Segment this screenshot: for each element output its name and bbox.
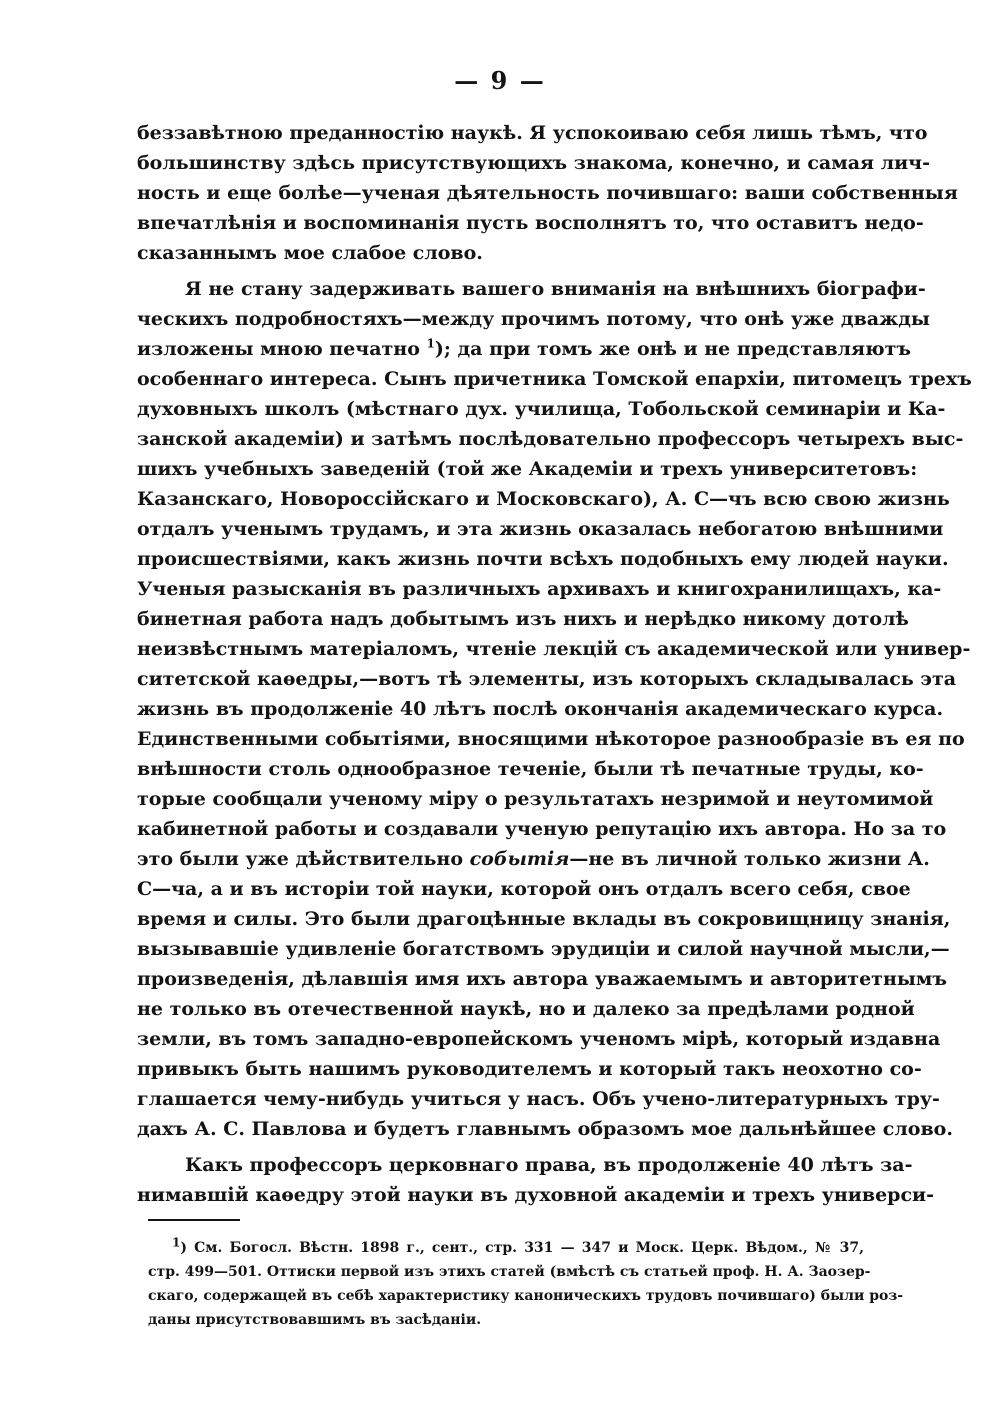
main-text xyxy=(137,118,972,1210)
text-segment: изложены мною печатно xyxy=(137,338,427,360)
footnote-line: стр. 499—501. Оттиски первой изъ этихъ статей (вмѣстѣ съ статьей проф. Н. А. Заозер- xyxy=(148,1264,871,1280)
footnote-divider xyxy=(148,1219,240,1221)
text-line: жизнь въ продолженіе 40 лѣтъ послѣ окончанія академическаго курса. xyxy=(137,698,944,720)
paragraph-start-line: Какъ профессоръ церковнаго права, въ продолженіе 40 лѣтъ за- xyxy=(185,1154,913,1176)
text-line: Казанскаго, Новороссійскаго и Московскаго), А. С—чъ всю свою жизнь xyxy=(137,488,950,510)
text-line: ческихъ подробностяхъ—между прочимъ потому, что онѣ уже дважды xyxy=(137,308,930,330)
text-line: особеннаго интереса. Сынъ причетника Томской епархіи, питомецъ трехъ xyxy=(137,368,972,390)
text-line: Единственными событіями, вносящими нѣкоторое разнообразіе въ ея по xyxy=(137,728,965,750)
page-number: — 9 — xyxy=(454,66,546,95)
text-line: не только въ отечественной наукѣ, но и далеко за предѣлами родной xyxy=(137,998,915,1020)
footnote-reference: 1 xyxy=(426,336,435,351)
text-line: произведенія, дѣлавшія имя ихъ автора уважаемымъ и авторитетнымъ xyxy=(137,968,947,990)
text-segment: это были уже дѣйствительно xyxy=(137,848,470,870)
text-line: дахъ А. С. Павлова и будетъ главнымъ образомъ мое дальнѣйшее слово. xyxy=(137,1118,953,1140)
text-line: привыкъ быть нашимъ руководителемъ и который такъ неохотно со- xyxy=(137,1058,922,1080)
text-line-with-italic xyxy=(137,844,930,874)
text-line: сказаннымъ мое слабое слово. xyxy=(137,242,483,264)
text-line: ность и еще болѣе—ученая дѣятельность почившаго: ваши собственныя xyxy=(137,182,958,204)
text-line: бинетная работа надъ добытымъ изъ нихъ и нерѣдко никому дотолѣ xyxy=(137,608,909,630)
paragraph-start-line: Я не стану задерживать вашего вниманія на внѣшнихъ біографи- xyxy=(185,278,926,300)
text-line: впечатлѣнія и воспоминанія пусть восполнятъ то, что оставитъ недо- xyxy=(137,212,924,234)
text-line: нимавшій каѳедру этой науки въ духовной академіи и трехъ универси- xyxy=(137,1184,935,1206)
text-line: внѣшности столь однообразное теченіе, были тѣ печатные труды, ко- xyxy=(137,758,924,780)
text-line: происшествіями, какъ жизнь почти всѣхъ подобныхъ ему людей науки. xyxy=(137,548,949,570)
text-line: духовныхъ школъ (мѣстнаго дух. училища, Тобольской семинаріи и Ка- xyxy=(137,398,946,420)
text-segment: ); да при томъ же онѣ и не представляютъ xyxy=(434,338,911,360)
text-line: шихъ учебныхъ заведеній (той же Академіи и трехъ университетовъ: xyxy=(137,458,918,480)
footnote-line: скаго, содержащей въ себѣ характеристику каноническихъ трудовъ почившаго) были роз- xyxy=(148,1288,904,1304)
text-line: вызывавшіе удивленіе богатствомъ эрудиціи и силой научной мысли,— xyxy=(137,938,950,960)
text-line: С—ча, а и въ исторіи той науки, которой онъ отдалъ всего себя, свое xyxy=(137,878,911,900)
text-line: Ученыя разысканія въ различныхъ архивахъ и книгохранилищахъ, ка- xyxy=(137,578,942,600)
text-line: отдалъ ученымъ трудамъ, и эта жизнь оказалась небогатою внѣшними xyxy=(137,518,944,540)
text-line: занской академіи) и затѣмъ послѣдовательно профессоръ четырехъ выс- xyxy=(137,428,964,450)
text-line: большинству здѣсь присутствующихъ знакома, конечно, и самая лич- xyxy=(137,152,930,174)
text-segment: —не въ личной только жизни А. xyxy=(569,848,930,870)
text-line: земли, въ томъ западно-европейскомъ ученомъ мірѣ, который издавна xyxy=(137,1028,941,1050)
text-line: кабинетной работы и создавали ученую репутацію ихъ автора. Но за то xyxy=(137,818,947,840)
text-line-with-footnote-ref xyxy=(137,334,911,364)
footnote-marker: 1 xyxy=(172,1235,181,1250)
italic-word: событія xyxy=(469,848,570,870)
footnote-line xyxy=(148,1236,864,1260)
text-line: неизвѣстнымъ матеріаломъ, чтеніе лекцій съ академической или универ- xyxy=(137,638,971,660)
text-line: глашается чему-нибудь учиться у насъ. Объ учено-литературныхъ тру- xyxy=(137,1088,940,1110)
text-line: беззавѣтною преданностію наукѣ. Я успокоиваю себя лишь тѣмъ, что xyxy=(137,122,928,144)
text-line: время и силы. Это были драгоцѣнные вклады въ сокровищницу знанія, xyxy=(137,908,951,930)
footnote-text: ) См. Богосл. Вѣстн. 1898 г., сент., стр. 331 — 347 и Моск. Церк. Вѣдом., № 37, xyxy=(180,1240,864,1256)
text-line: ситетской каѳедры,—вотъ тѣ элементы, изъ которыхъ складывалась эта xyxy=(137,668,957,690)
footnote xyxy=(148,1235,904,1332)
text-line: торые сообщали ученому міру о результатахъ незримой и неутомимой xyxy=(137,788,934,810)
footnote-line: даны присутствовавшимъ въ засѣданіи. xyxy=(148,1312,482,1328)
